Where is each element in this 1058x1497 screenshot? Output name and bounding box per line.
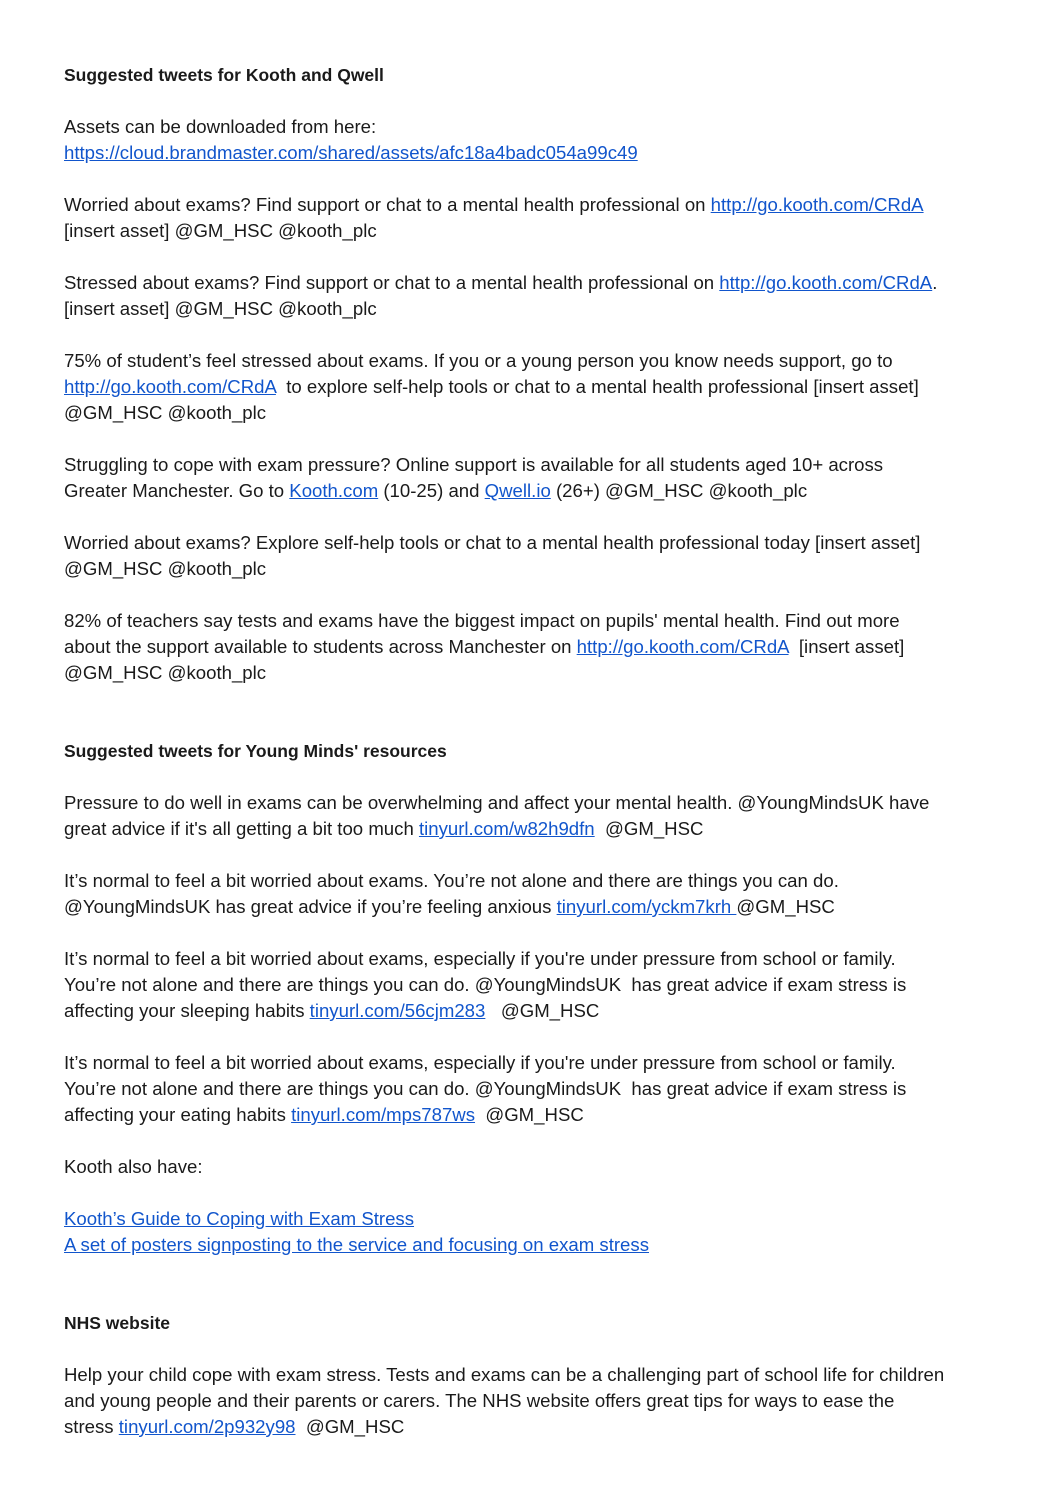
qwell-link[interactable]: Qwell.io <box>484 480 551 501</box>
tweet-text: stress <box>64 1416 119 1437</box>
tweet-kooth-5 <box>64 530 1024 582</box>
tweet-text: Worried about exams? Explore self-help tools or chat to a mental health professional today [insert asset] <box>64 532 921 553</box>
kooth-also-text: Kooth also have: <box>64 1156 203 1177</box>
tinyurl-link[interactable]: tinyurl.com/w82h9dfn <box>418 818 595 839</box>
tweet-text: affecting your sleeping habits <box>64 1000 310 1021</box>
tweet-tags: @GM_HSC @kooth_plc <box>64 662 267 683</box>
tweet-text: You’re not alone and there are things you can do. @YoungMindsUK has great advice if exam stress is <box>64 974 907 995</box>
kooth-link[interactable]: http://go.kooth.com/CRdA <box>576 636 789 657</box>
tweet-nhs <box>64 1362 1024 1440</box>
tweet-text: [insert asset] <box>788 636 905 657</box>
tweet-tags: @GM_HSC <box>736 896 835 917</box>
kooth-resources-links <box>64 1206 1024 1258</box>
tweet-ym-4 <box>64 1050 1024 1128</box>
tweet-tags: @GM_HSC @kooth_plc <box>64 558 267 579</box>
tweet-text: Help your child cope with exam stress. Tests and exams can be a challenging part of school life for children <box>64 1364 945 1385</box>
tweet-text: Pressure to do well in exams can be overwhelming and affect your mental health. @YoungMindsUK have <box>64 792 930 813</box>
document-page <box>64 62 1024 1440</box>
tweet-text: about the support available to students across Manchester on <box>64 636 577 657</box>
tweet-tags: [insert asset] @GM_HSC @kooth_plc <box>64 298 377 319</box>
tweet-kooth-2 <box>64 270 1024 322</box>
tinyurl-link[interactable]: tinyurl.com/yckm7krh <box>556 896 737 917</box>
tweet-text: . <box>932 272 938 293</box>
kooth-link[interactable]: http://go.kooth.com/CRdA <box>719 272 933 293</box>
tweet-text: It’s normal to feel a bit worried about exams, especially if you're under pressure from school or family. <box>64 1052 896 1073</box>
tweet-kooth-6 <box>64 608 1024 686</box>
tweet-tags: @GM_HSC <box>485 1000 600 1021</box>
tweet-text: and young people and their parents or carers. The NHS website offers great tips for ways to ease the <box>64 1390 895 1411</box>
tweet-text: You’re not alone and there are things you can do. @YoungMindsUK has great advice if exam stress is <box>64 1078 907 1099</box>
tweet-kooth-4 <box>64 452 1024 504</box>
assets-link[interactable]: https://cloud.brandmaster.com/shared/assets/afc18a4badc054a99c49 <box>64 142 638 163</box>
tweet-ym-2 <box>64 868 1024 920</box>
tweet-tags: (26+) @GM_HSC @kooth_plc <box>550 480 808 501</box>
tweet-text: great advice if it's all getting a bit too much <box>64 818 419 839</box>
tweet-tags: @GM_HSC <box>475 1104 584 1125</box>
tweet-text: 82% of teachers say tests and exams have the biggest impact on pupils' mental health. Find out more <box>64 610 900 631</box>
tweet-text: (10-25) and <box>378 480 485 501</box>
heading-kooth-qwell: Suggested tweets for Kooth and Qwell <box>64 65 384 85</box>
tinyurl-link[interactable]: tinyurl.com/mps787ws <box>291 1104 476 1125</box>
posters-link[interactable]: A set of posters signposting to the service and focusing on exam stress <box>64 1234 649 1255</box>
tweet-text: to explore self-help tools or chat to a mental health professional [insert asset] <box>275 376 919 397</box>
tweet-text: Struggling to cope with exam pressure? Online support is available for all students aged 10+ across <box>64 454 884 475</box>
tweet-text: It’s normal to feel a bit worried about exams, especially if you're under pressure from school or family. <box>64 948 896 969</box>
assets-block <box>64 114 1024 166</box>
tweet-tags: [insert asset] @GM_HSC @kooth_plc <box>64 220 377 241</box>
heading-young-minds: Suggested tweets for Young Minds' resources <box>64 741 447 761</box>
tweet-text: Stressed about exams? Find support or chat to a mental health professional on <box>64 272 720 293</box>
tweet-kooth-3 <box>64 348 1024 426</box>
kooth-link[interactable]: http://go.kooth.com/CRdA <box>64 376 276 397</box>
guide-link[interactable]: Kooth’s Guide to Coping with Exam Stress <box>64 1208 415 1229</box>
tweet-text: It’s normal to feel a bit worried about exams. You’re not alone and there are things you can do. <box>64 870 839 891</box>
tweet-tags: @GM_HSC @kooth_plc <box>64 402 267 423</box>
tweet-text: Worried about exams? Find support or chat to a mental health professional on <box>64 194 711 215</box>
tweet-tags: @GM_HSC <box>594 818 704 839</box>
kooth-link[interactable]: http://go.kooth.com/CRdA <box>710 194 924 215</box>
tinyurl-link[interactable]: tinyurl.com/2p932y98 <box>118 1416 296 1437</box>
tweet-text: @YoungMindsUK has great advice if you’re feeling anxious <box>64 896 557 917</box>
heading-nhs: NHS website <box>64 1313 170 1333</box>
tweet-text: 75% of student’s feel stressed about exams. If you or a young person you know needs support, go to <box>64 350 893 371</box>
tinyurl-link[interactable]: tinyurl.com/56cjm283 <box>309 1000 486 1021</box>
kooth-com-link[interactable]: Kooth.com <box>289 480 379 501</box>
tweet-text: affecting your eating habits <box>64 1104 292 1125</box>
tweet-ym-3 <box>64 946 1024 1024</box>
tweet-kooth-1 <box>64 192 1024 244</box>
tweet-ym-1 <box>64 790 1024 842</box>
tweet-tags: @GM_HSC <box>295 1416 405 1437</box>
assets-text: Assets can be downloaded from here: <box>64 116 377 137</box>
tweet-text: Greater Manchester. Go to <box>64 480 290 501</box>
